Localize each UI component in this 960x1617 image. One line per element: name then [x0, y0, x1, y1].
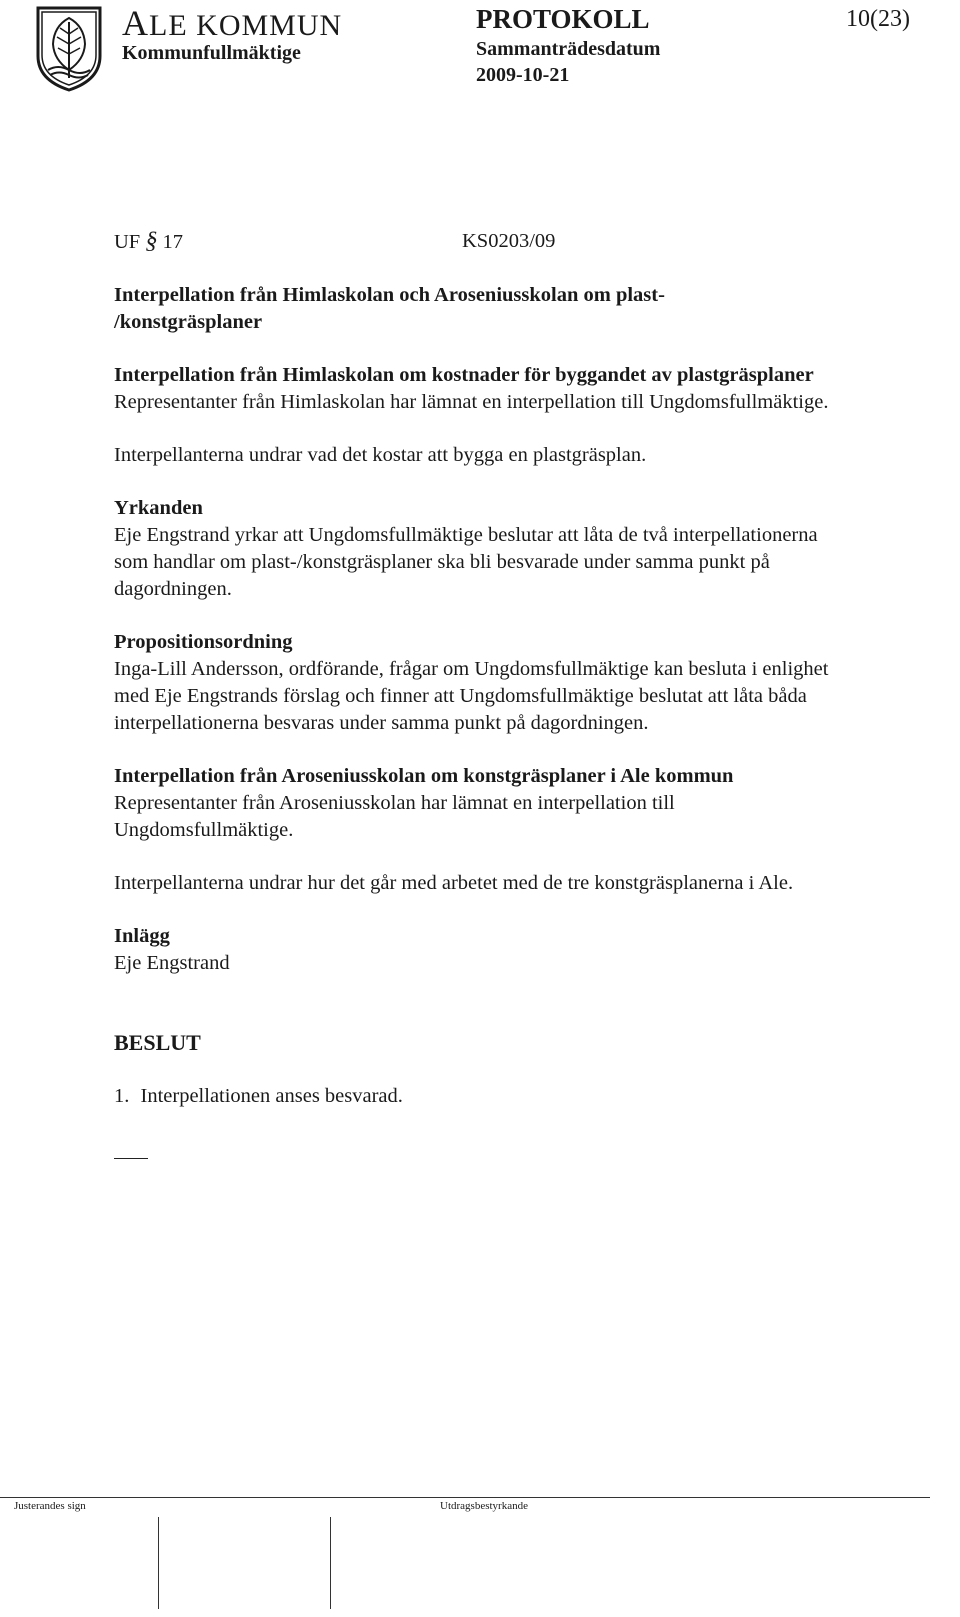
decision-heading: BESLUT — [114, 1030, 201, 1055]
decision-item — [114, 1083, 403, 1110]
section-sign: § — [145, 228, 158, 254]
part2-paragraph-2: Interpellanterna undrar hur det går med arbetet med de tre konstgräsplanerna i Ale. — [114, 872, 794, 894]
section-prefix: UF — [114, 231, 141, 253]
section-reference — [114, 228, 183, 256]
page-number: 10(23) — [846, 6, 910, 32]
decision-item-number: 1. — [114, 1085, 130, 1107]
propositionsordning-line: interpellationerna besvaras under samma punkt på dagordningen. — [114, 712, 649, 734]
signature-box-divider — [158, 1517, 159, 1609]
yrkanden-heading: Yrkanden — [114, 497, 203, 519]
document-type: PROTOKOLL — [476, 4, 650, 34]
yrkanden-line: dagordningen. — [114, 578, 232, 600]
footer-divider — [0, 1497, 930, 1498]
meeting-date-label: Sammanträdesdatum — [476, 38, 661, 60]
yrkanden-line: som handlar om plast-/konstgräsplaner ska bli besvarade under samma punkt på — [114, 551, 770, 573]
organization-name — [122, 3, 343, 43]
utdragsbestyrkande-label: Utdragsbestyrkande — [440, 1500, 528, 1512]
propositionsordning-heading: Propositionsordning — [114, 631, 293, 653]
organization-body: Kommunfullmäktige — [122, 42, 301, 64]
end-of-section-rule — [114, 1158, 148, 1159]
part2-line: Representanter från Aroseniusskolan har lämnat en interpellation till — [114, 792, 675, 814]
organization-name-initial: A — [122, 3, 149, 43]
case-number: KS0203/09 — [462, 230, 556, 252]
part2-heading: Interpellation från Aroseniusskolan om konstgräsplaner i Ale kommun — [114, 765, 734, 787]
propositionsordning-line: Inga-Lill Andersson, ordförande, frågar om Ungdomsfullmäktige kan besluta i enlighet — [114, 658, 829, 680]
part1-paragraph-1: Representanter från Himlaskolan har lämnat en interpellation till Ungdomsfullmäktige. — [114, 391, 829, 413]
part1-paragraph-2: Interpellanterna undrar vad det kostar att bygga en plastgräsplan. — [114, 444, 647, 466]
part2-line: Ungdomsfullmäktige. — [114, 819, 294, 841]
organization-name-rest: LE KOMMUN — [149, 9, 343, 42]
item-title-line-2: /konstgräsplaner — [114, 311, 263, 333]
yrkanden-line: Eje Engstrand yrkar att Ungdomsfullmäktige beslutar att låta de två interpellationerna — [114, 524, 818, 546]
municipality-coat-of-arms-icon — [34, 4, 104, 92]
propositionsordning-line: med Eje Engstrands förslag och finner att Ungdomsfullmäktige beslutat att låta båda — [114, 685, 807, 707]
decision-item-text: Interpellationen anses besvarad. — [140, 1085, 403, 1107]
item-title-line-1: Interpellation från Himlaskolan och Aroseniusskolan om plast- — [114, 284, 665, 306]
inlagg-speaker: Eje Engstrand — [114, 952, 230, 974]
justerandes-sign-label: Justerandes sign — [14, 1500, 86, 1512]
section-number: 17 — [162, 231, 183, 253]
inlagg-heading: Inlägg — [114, 925, 170, 947]
meeting-date: 2009-10-21 — [476, 64, 570, 86]
signature-box-divider — [330, 1517, 331, 1609]
part1-heading: Interpellation från Himlaskolan om kostnader för byggandet av plastgräsplaner — [114, 364, 814, 386]
